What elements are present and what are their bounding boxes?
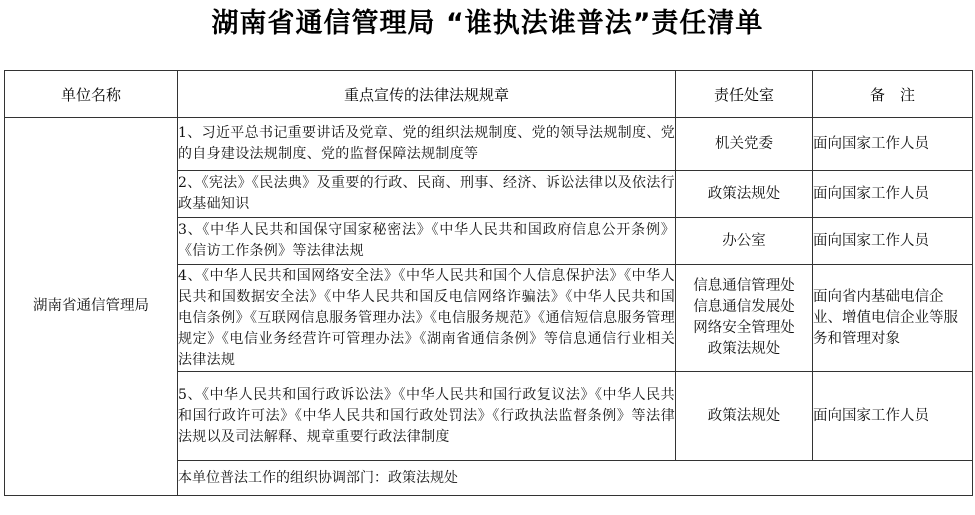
- regulations-cell: 5、《中华人民共和国行政诉讼法》《中华人民共和国行政复议法》《中华人民共和国行政许可法》《中华人民共和国行政处罚法》《行政执法监督条例》等法律法规以及司法解释、规章重要行政法律制度: [178, 372, 676, 461]
- header-office: 责任处室: [676, 71, 813, 118]
- responsibility-table: [4, 70, 973, 496]
- header-remark: 备 注: [813, 71, 973, 118]
- remark-cell: 面向省内基础电信企业、增值电信企业等服务和管理对象: [813, 265, 973, 372]
- office-cell: [676, 265, 813, 372]
- remark-cell: 面向国家工作人员: [813, 171, 973, 218]
- header-unit: 单位名称: [5, 71, 178, 118]
- office-name: 政策法规处: [707, 341, 781, 357]
- office-cell: [676, 118, 813, 171]
- header-row: [5, 71, 973, 118]
- office-name: 政策法规处: [707, 407, 781, 424]
- office-cell: [676, 171, 813, 218]
- regulations-cell: 2、《宪法》《民法典》及重要的行政、民商、刑事、经济、诉讼法律以及依法行政基础知识: [178, 171, 676, 218]
- office-name: 办公室: [722, 232, 766, 249]
- office-name: 机关党委: [715, 135, 773, 152]
- office-name: 政策法规处: [707, 185, 781, 202]
- page-title: 湖南省通信管理局 “谁执法谁普法”责任清单: [211, 8, 764, 39]
- unit-name-cell: 湖南省通信管理局: [5, 118, 178, 496]
- office-name: 网络安全管理处: [693, 320, 795, 336]
- regulations-cell: 1、习近平总书记重要讲话及党章、党的组织法规制度、党的领导法规制度、党的自身建设法规制度、党的监督保障法规制度等: [178, 118, 676, 171]
- header-regulations: 重点宣传的法律法规规章: [178, 71, 676, 118]
- remark-cell: 面向国家工作人员: [813, 372, 973, 461]
- regulations-cell: 4、《中华人民共和国网络安全法》《中华人民共和国个人信息保护法》《中华人民共和国数据安全法》《中华人民共和国反电信网络诈骗法》《中华人民共和国电信条例》《互联网信息服务管理办法》《电信服务规范》《通信短信息服务管理规定》《电信业务经营许可管理办法》《湖南省通信条例》等信息通信行业相关法律法规: [178, 265, 676, 372]
- coordination-cell: 本单位普法工作的组织协调部门：政策法规处: [178, 461, 973, 496]
- regulations-cell: 3、《中华人民共和国保守国家秘密法》《中华人民共和国政府信息公开条例》《信访工作条例》等法律法规: [178, 218, 676, 265]
- office-cell: [676, 218, 813, 265]
- office-cell: [676, 372, 813, 461]
- remark-cell: 面向国家工作人员: [813, 118, 973, 171]
- table-row: [5, 118, 973, 171]
- office-name: 信息通信管理处: [693, 278, 795, 294]
- remark-cell: 面向国家工作人员: [813, 218, 973, 265]
- office-name: 信息通信发展处: [693, 299, 795, 315]
